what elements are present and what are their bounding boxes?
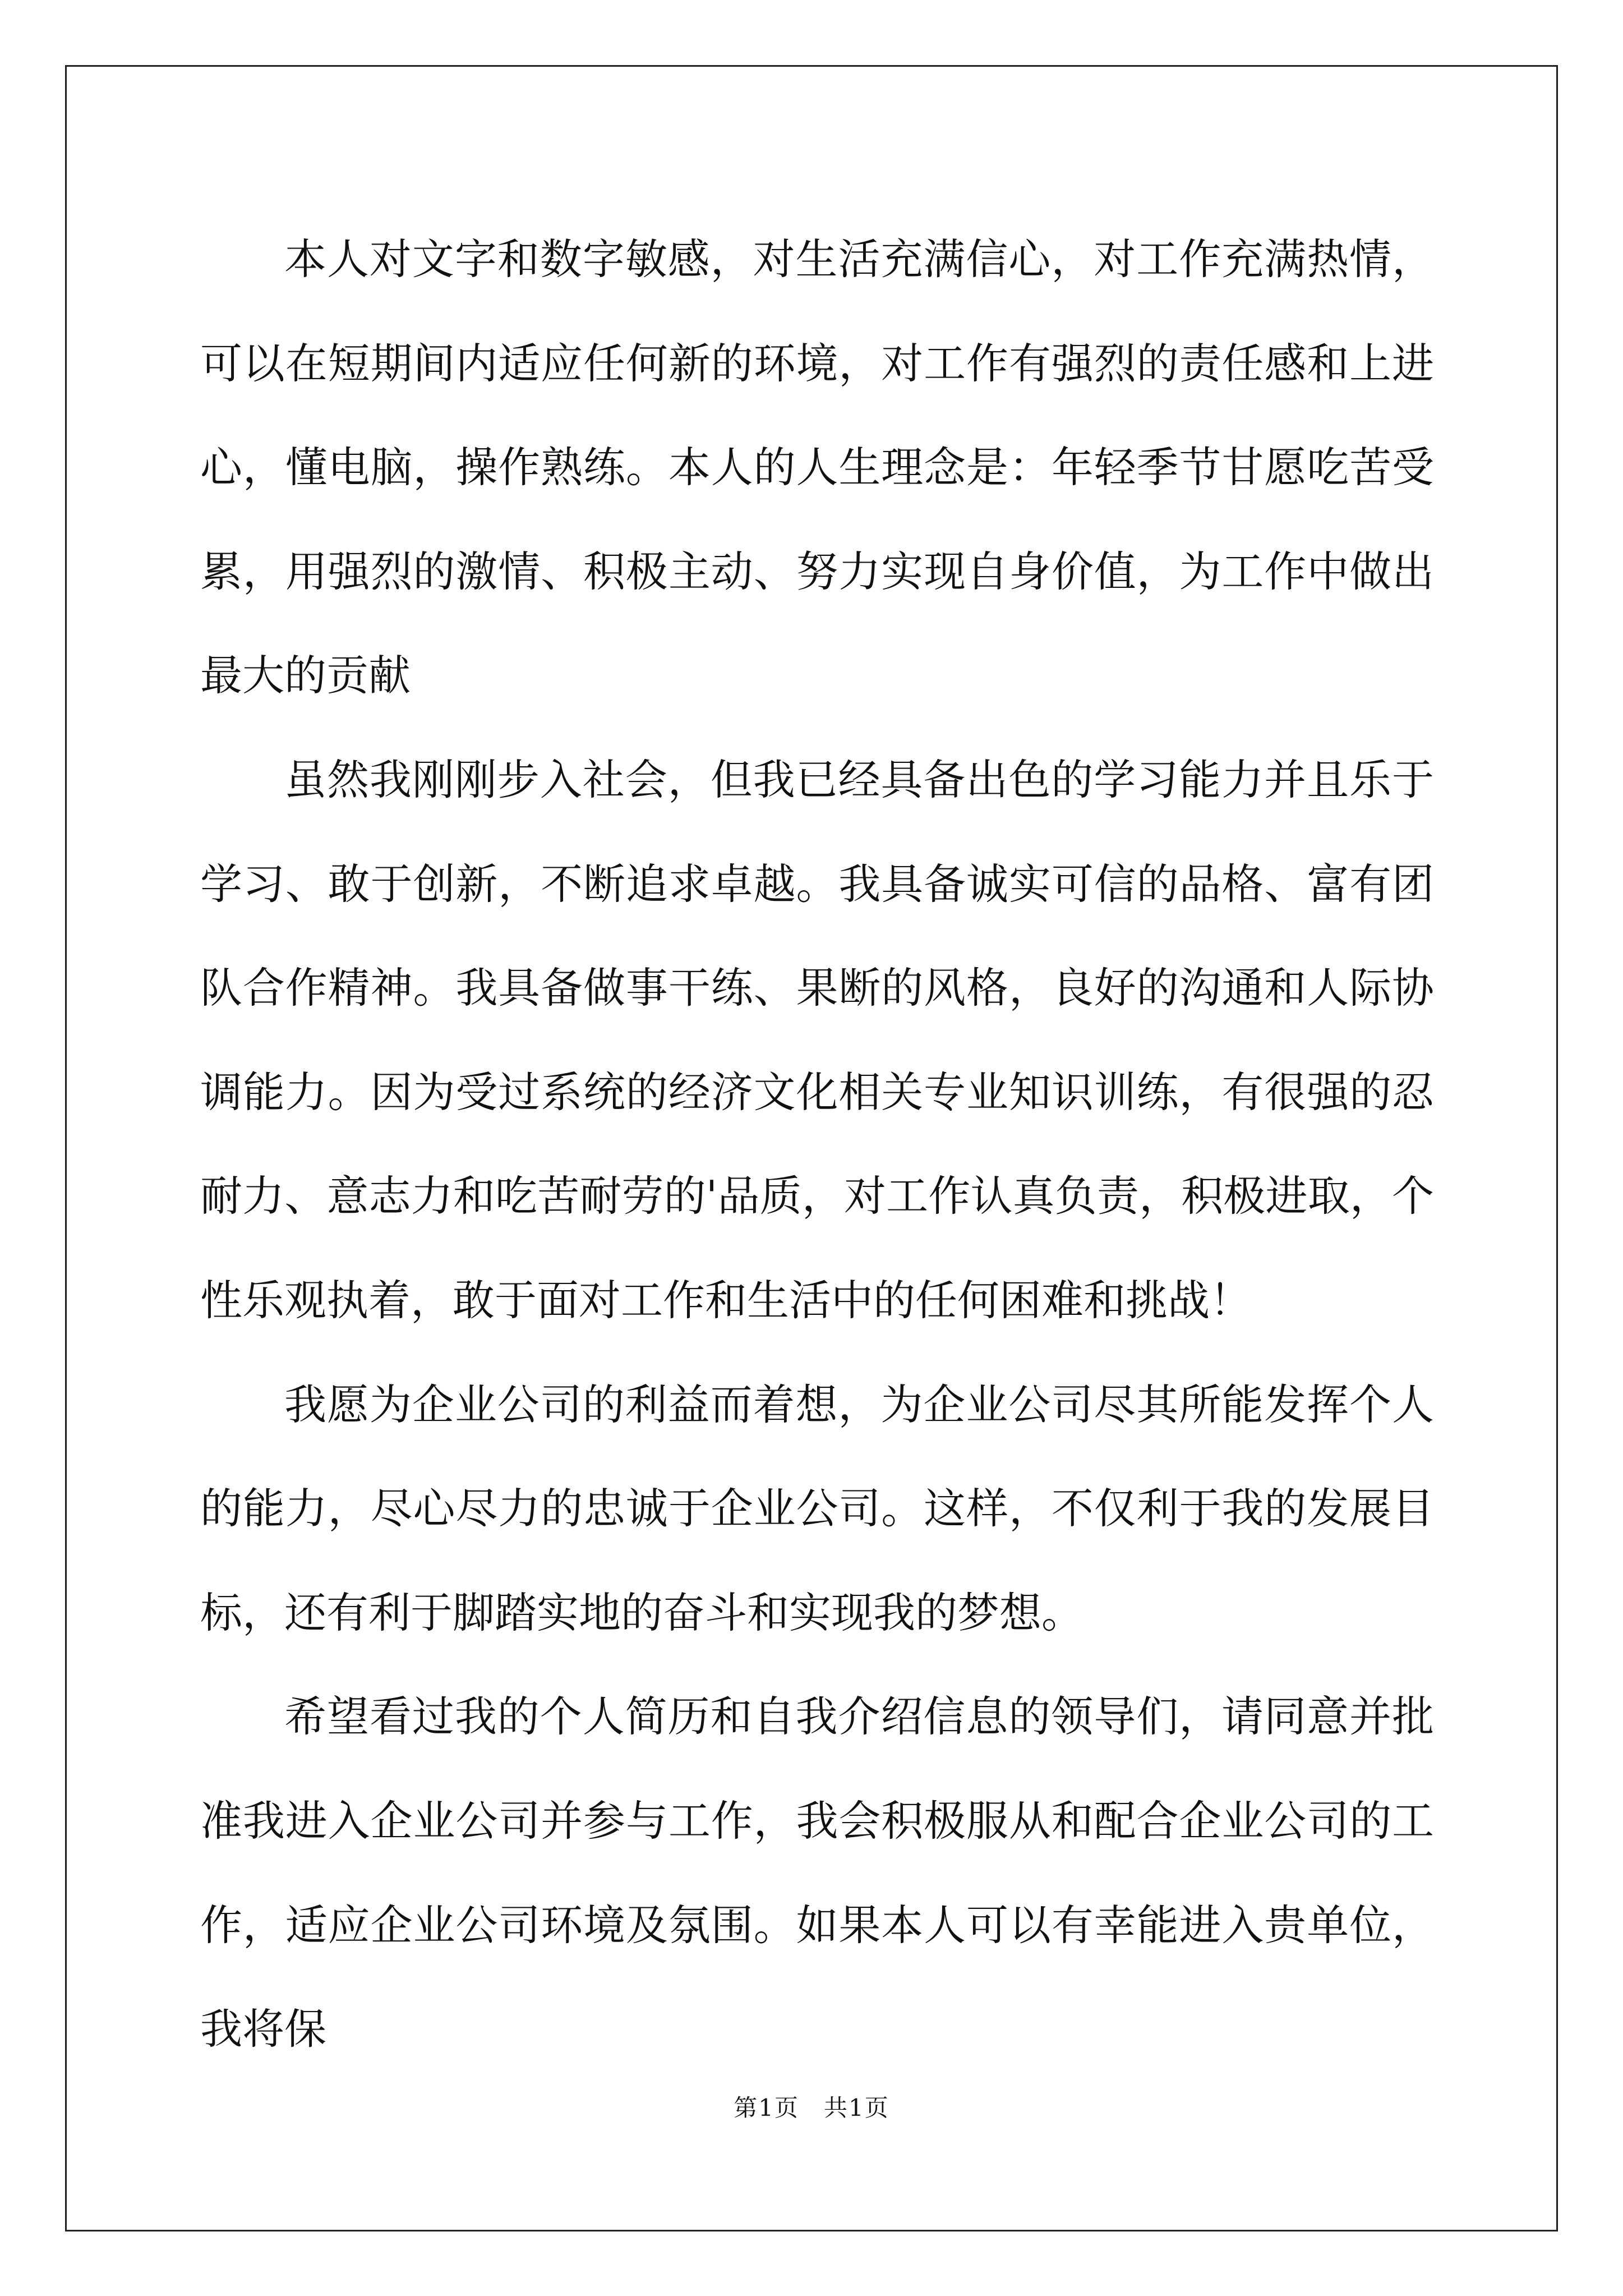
paragraph-3: 我愿为企业公司的利益而着想，为企业公司尽其所能发挥个人的能力，尽心尽力的忠诚于企业公司。这样，不仅利于我的发展目标，还有利于脚踏实地的奋斗和实现我的梦想。 [200, 1379, 1434, 1637]
page-number-footer: 第1页 共1页 [734, 2094, 889, 2122]
paragraph-4: 希望看过我的个人简历和自我介绍信息的领导们，请同意并批准我进入企业公司并参与工作，我会积极服从和配合企业公司的工作，适应企业公司环境及氛围。如果本人可以有幸能进入贵单位，我将保 [200, 1692, 1434, 2054]
document-body [200, 208, 1434, 2082]
paragraph-2: 虽然我刚刚步入社会，但我已经具备出色的学习能力并且乐于学习、敢于创新，不断追求卓越。我具备诚实可信的品格、富有团队合作精神。我具备做事干练、果断的风格，良好的沟通和人际协调能力。因为受过系统的经济文化相关专业知识训练，有很强的忍耐力、意志力和吃苦耐劳的'品质，对工作认真负责，积极进取，个性乐观执着，敢于面对工作和生活中的任何困难和挑战！ [200, 754, 1434, 1325]
paragraph-1: 本人对文字和数字敏感，对生活充满信心，对工作充满热情，可以在短期间内适应任何新的环境，对工作有强烈的责任感和上进心，懂电脑，操作熟练。本人的人生理念是：年轻季节甘愿吃苦受累，用强烈的激情、积极主动、努力实现自身价值，为工作中做出最大的贡献 [200, 234, 1434, 701]
